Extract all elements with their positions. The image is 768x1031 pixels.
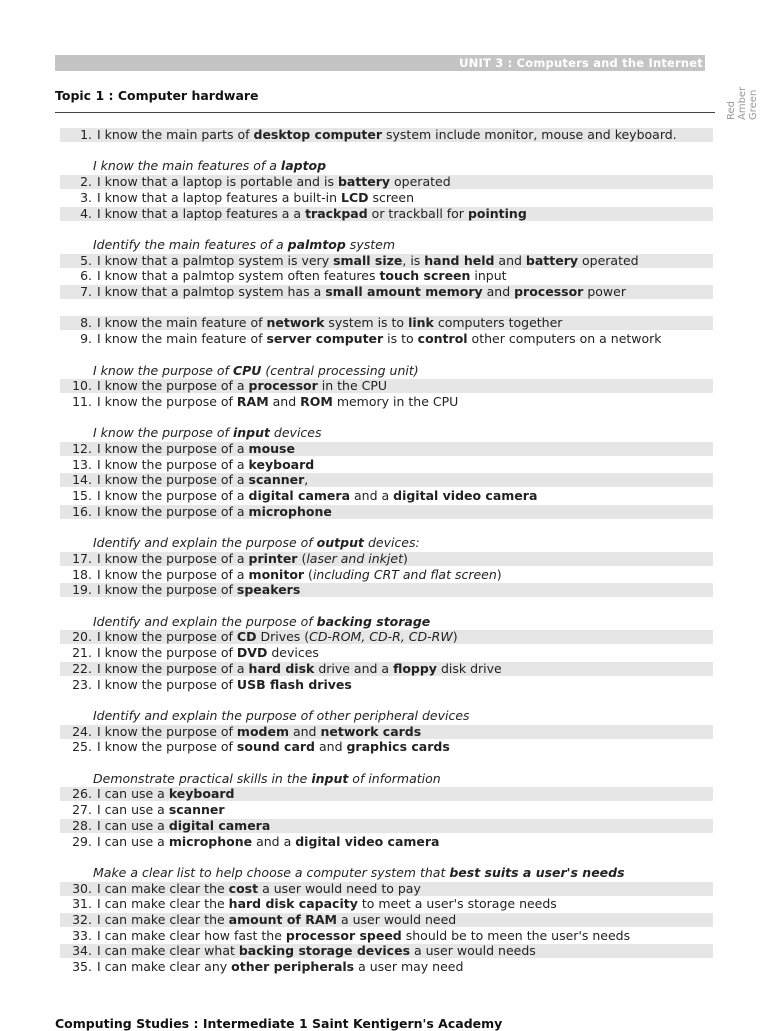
bold-text: scanner	[168, 803, 225, 818]
bold-text: processor	[514, 285, 584, 299]
checklist-item	[60, 269, 713, 283]
text-run: and a	[350, 489, 394, 504]
section-heading	[93, 771, 441, 786]
text-run: I know the purpose of	[96, 724, 237, 739]
bold-text: processor speed	[285, 928, 402, 943]
item-number: 34.	[72, 944, 92, 959]
bold-text: digital camera	[168, 818, 271, 833]
text-run: I know the purpose of a	[96, 473, 249, 488]
text-run: I know the purpose of a	[96, 442, 249, 456]
text-run: and	[268, 394, 301, 409]
text-run: I can make clear how fast the	[96, 928, 286, 943]
bold-text: monitor	[248, 567, 305, 582]
item-text	[92, 835, 439, 849]
item-number: 3.	[80, 190, 92, 205]
item-number: 19.	[72, 583, 92, 598]
bold-text: floppy	[393, 661, 437, 676]
text-run: computers together	[433, 316, 563, 331]
text-run: a user may need	[354, 960, 464, 975]
bold-text: mouse	[248, 442, 295, 456]
item-text	[92, 630, 458, 644]
item-number: 24.	[72, 724, 92, 739]
checklist-item	[60, 552, 713, 566]
item-number: 16.	[72, 504, 92, 519]
item-number: 21.	[72, 646, 92, 661]
checklist-item	[60, 913, 713, 927]
text-run: to meet a user's storage needs	[357, 897, 557, 912]
section-heading	[93, 865, 625, 880]
item-text	[92, 913, 456, 927]
bold-text: control	[417, 332, 468, 347]
text-run: I know the purpose of	[96, 394, 237, 409]
section-heading	[93, 614, 430, 629]
text-run: I know the purpose of a	[96, 661, 249, 676]
text-run: I know the purpose of	[96, 630, 237, 645]
item-text	[92, 395, 458, 409]
bold-text: hard disk capacity	[228, 897, 358, 912]
text-run: and	[315, 740, 347, 755]
checklist-item	[60, 882, 713, 896]
text-run: I know that a palmtop system is very	[96, 253, 334, 268]
text-run: I know the purpose of a	[96, 504, 249, 519]
bold-text: scanner	[248, 473, 305, 488]
text-run: devices:	[363, 535, 420, 551]
item-text	[92, 819, 270, 833]
text-run: operated	[578, 253, 639, 268]
bold-text: hand held	[424, 253, 495, 268]
bold-text: palmtop	[287, 236, 346, 252]
text-run: )	[402, 551, 408, 566]
item-text	[92, 207, 527, 221]
text-run: I can make clear the	[96, 881, 229, 896]
item-text	[92, 458, 314, 472]
text-run: devices	[267, 646, 319, 661]
checklist-item	[60, 944, 713, 958]
text-run: other computers on a network	[467, 332, 662, 347]
section-heading	[93, 535, 420, 550]
checklist-item	[60, 191, 713, 205]
item-text	[92, 583, 300, 597]
bold-text: USB flash drives	[236, 677, 352, 692]
item-text	[92, 191, 414, 205]
text-run: I know the purpose of	[96, 583, 237, 598]
item-text	[92, 175, 451, 189]
text-run: (	[297, 551, 307, 566]
text-run: I know that a laptop features a built-in	[96, 190, 341, 205]
item-number: 28.	[72, 818, 92, 833]
rag-red-label: Red	[726, 101, 737, 120]
checklist-item	[60, 285, 713, 299]
item-number: 9.	[80, 332, 92, 347]
text-run: is to	[383, 332, 418, 347]
text-run: I know the purpose of a	[96, 379, 249, 394]
rag-green-label: Green	[748, 89, 759, 120]
text-run: )	[452, 630, 458, 645]
bold-text: LCD	[341, 190, 369, 205]
checklist-item	[60, 316, 713, 330]
item-number: 18.	[72, 567, 92, 582]
item-text	[92, 929, 630, 943]
checklist-item	[60, 568, 713, 582]
checklist-item	[60, 332, 713, 346]
bold-text: backing storage devices	[238, 944, 411, 959]
bold-text: battery	[337, 175, 391, 190]
text-run: I know the purpose of a	[96, 457, 249, 472]
item-number: 5.	[80, 253, 92, 268]
item-number: 15.	[72, 489, 92, 504]
text-run: I know the purpose of a	[96, 551, 249, 566]
bold-text: digital video camera	[295, 834, 440, 849]
bold-text: ROM	[300, 394, 333, 409]
text-run: disk drive	[436, 661, 502, 676]
checklist-item	[60, 897, 713, 911]
checklist-item	[60, 835, 713, 849]
bold-text: other peripherals	[231, 960, 355, 975]
italic-text: laser and inkjet	[306, 551, 403, 566]
text-run: I can use a	[96, 818, 169, 833]
text-run: a user would needs	[410, 944, 536, 959]
text-run: , is	[402, 253, 425, 268]
text-run: I know the purpose of	[96, 646, 237, 661]
checklist-item	[60, 489, 713, 503]
item-number: 23.	[72, 677, 92, 692]
bold-text: modem	[236, 724, 289, 739]
item-number: 22.	[72, 661, 92, 676]
item-text	[92, 960, 463, 974]
bold-text: microphone	[168, 834, 253, 849]
bold-text: laptop	[280, 158, 327, 174]
bold-text: keyboard	[168, 787, 235, 802]
text-run: and	[289, 724, 321, 739]
checklist-item	[60, 395, 713, 409]
text-run: Identify and explain the purpose of	[93, 613, 317, 629]
bold-text: processor	[248, 379, 318, 394]
item-text	[92, 473, 308, 487]
item-number: 27.	[72, 803, 92, 818]
checklist-item	[60, 254, 713, 268]
bold-text: small amount memory	[325, 285, 483, 299]
item-number: 32.	[72, 913, 92, 927]
bold-text: digital video camera	[393, 489, 538, 504]
bold-text: amount of RAM	[228, 913, 337, 927]
italic-text: CD-ROM, CD-R, CD-RW	[309, 630, 453, 645]
text-run: I can make clear the	[96, 913, 229, 927]
text-run: (central processing unit)	[261, 362, 419, 378]
section-heading	[93, 425, 322, 440]
section-heading	[93, 237, 395, 252]
bold-text: input	[311, 770, 349, 786]
bold-text: speakers	[236, 583, 301, 598]
text-run: screen	[368, 190, 415, 205]
item-text	[92, 882, 421, 896]
checklist-item	[60, 678, 713, 692]
item-number: 26.	[72, 787, 92, 802]
item-number: 35.	[72, 960, 92, 975]
item-text	[92, 128, 677, 142]
bold-text: CD	[236, 630, 257, 645]
item-number: 6.	[80, 269, 92, 284]
bold-text: RAM	[236, 394, 269, 409]
section-heading	[93, 158, 326, 173]
text-run: I know the main feature of	[96, 316, 267, 331]
text-run: input	[470, 269, 507, 284]
checklist-item	[60, 960, 713, 974]
item-text	[92, 787, 235, 801]
item-text	[92, 285, 626, 299]
text-run: I know that a laptop features a a	[96, 206, 306, 221]
bold-text: DVD	[236, 646, 268, 661]
bold-text: input	[232, 425, 270, 441]
bold-text: network	[266, 316, 325, 331]
item-text	[92, 269, 507, 283]
text-run: system is to	[324, 316, 409, 331]
item-text	[92, 489, 537, 503]
text-run: )	[496, 567, 502, 582]
item-text	[92, 254, 639, 268]
text-run: Identify and explain the purpose of	[93, 535, 317, 551]
bold-text: backing storage	[316, 613, 431, 629]
bold-text: network cards	[320, 724, 422, 739]
text-run: I can make clear the	[96, 897, 229, 912]
item-text	[92, 725, 421, 739]
checklist-item	[60, 630, 713, 644]
text-run: I can use a	[96, 803, 169, 818]
text-run: I know the main parts of	[96, 128, 254, 142]
text-run: Identify the main features of a	[93, 236, 288, 252]
item-number: 1.	[80, 128, 92, 142]
text-run: Drives (	[256, 630, 310, 645]
text-run: Make a clear list to help choose a computer system that	[93, 864, 450, 880]
text-run: a user would need	[336, 913, 457, 927]
checklist-item	[60, 128, 713, 142]
item-text	[92, 646, 319, 660]
text-run: I can make clear what	[96, 944, 239, 959]
text-run: system	[345, 236, 395, 252]
bold-text: desktop computer	[253, 128, 383, 142]
bold-text: cost	[228, 881, 259, 896]
item-text	[92, 442, 295, 456]
item-number: 4.	[80, 206, 92, 221]
bold-text: touch screen	[379, 269, 471, 284]
item-text	[92, 568, 502, 582]
checklist-item	[60, 787, 713, 801]
item-text	[92, 505, 332, 519]
text-run: in the CPU	[317, 379, 388, 394]
checklist-item	[60, 379, 713, 393]
bold-text: sound card	[236, 740, 316, 755]
bold-text: keyboard	[248, 457, 315, 472]
item-number: 14.	[72, 473, 92, 488]
item-number: 12.	[72, 442, 92, 456]
unit-banner: UNIT 3 : Computers and the Internet	[55, 55, 705, 71]
bold-text: hard disk	[248, 661, 315, 676]
rag-amber-label: Amber	[737, 86, 748, 120]
checklist-item	[60, 646, 713, 660]
checklist-item	[60, 740, 713, 754]
item-number: 33.	[72, 928, 92, 943]
text-run: power	[583, 285, 626, 299]
item-number: 29.	[72, 834, 92, 849]
item-text	[92, 552, 408, 566]
text-run: I know the purpose of	[93, 362, 233, 378]
text-run: I know the purpose of	[96, 677, 237, 692]
item-number: 17.	[72, 551, 92, 566]
item-number: 20.	[72, 630, 92, 645]
text-run: I can use a	[96, 787, 169, 802]
text-run: Demonstrate practical skills in the	[93, 770, 312, 786]
text-run: I know the purpose of a	[96, 489, 249, 504]
checklist-item	[60, 803, 713, 817]
checklist-item	[60, 473, 713, 487]
bold-text: microphone	[248, 504, 332, 519]
text-run: (	[304, 567, 313, 582]
text-run: Identify and explain the purpose of other peripheral devices	[93, 707, 470, 723]
bold-text: trackpad	[305, 206, 368, 221]
item-text	[92, 897, 557, 911]
text-run: I know the main features of a	[93, 158, 281, 174]
text-run: drive and a	[314, 661, 394, 676]
checklist-item	[60, 442, 713, 456]
item-number: 11.	[72, 394, 92, 409]
text-run: I know the purpose of a	[96, 567, 249, 582]
item-number: 31.	[72, 897, 92, 912]
item-text	[92, 316, 562, 330]
topic-divider	[55, 112, 715, 113]
checklist-item	[60, 662, 713, 676]
text-run: I know that a laptop is portable and is	[96, 175, 338, 190]
rag-column-headers	[724, 84, 768, 130]
text-run: and	[482, 285, 515, 299]
checklist-item	[60, 458, 713, 472]
text-run: system include monitor, mouse and keyboard.	[382, 128, 677, 142]
text-run: and a	[252, 834, 296, 849]
item-text	[92, 740, 450, 754]
italic-text: including CRT and flat screen	[312, 567, 497, 582]
bold-text: server computer	[266, 332, 384, 347]
item-number: 8.	[80, 316, 92, 331]
checklist-item	[60, 583, 713, 597]
item-text	[92, 332, 662, 346]
text-run: operated	[390, 175, 451, 190]
item-text	[92, 803, 225, 817]
checklist-item	[60, 175, 713, 189]
text-run: I know that a palmtop system has a	[96, 285, 326, 299]
item-text	[92, 944, 536, 958]
bold-text: best suits a user's needs	[449, 864, 625, 880]
text-run: I can use a	[96, 834, 169, 849]
text-run: I know the main feature of	[96, 332, 267, 347]
page-footer: Computing Studies : Intermediate 1 Saint Kentigern's Academy	[55, 1016, 503, 1031]
bold-text: small size	[333, 253, 403, 268]
checklist-item	[60, 725, 713, 739]
bold-text: CPU	[232, 362, 262, 378]
item-text	[92, 379, 387, 393]
item-text	[92, 678, 352, 692]
text-run: ,	[304, 473, 309, 488]
bold-text: digital camera	[248, 489, 351, 504]
text-run: should be to meen the user's needs	[401, 928, 631, 943]
text-run: I know that a palmtop system often features	[96, 269, 380, 284]
checklist-item	[60, 207, 713, 221]
text-run: and	[494, 253, 526, 268]
checklist-item	[60, 929, 713, 943]
text-run: memory in the CPU	[332, 394, 459, 409]
checklist-item	[60, 505, 713, 519]
topic-title: Topic 1 : Computer hardware	[55, 88, 259, 103]
item-number: 7.	[80, 285, 92, 299]
bold-text: pointing	[467, 206, 527, 221]
text-run: a user would need to pay	[258, 881, 421, 896]
text-run: I can make clear any	[96, 960, 232, 975]
text-run: I know the purpose of	[96, 740, 237, 755]
text-run: devices	[269, 425, 322, 441]
item-number: 13.	[72, 457, 92, 472]
bold-text: battery	[525, 253, 579, 268]
item-text	[92, 662, 502, 676]
section-heading	[93, 708, 470, 723]
text-run: I know the purpose of	[93, 425, 233, 441]
bold-text: output	[316, 535, 364, 551]
item-number: 10.	[72, 379, 92, 394]
checklist-item	[60, 819, 713, 833]
item-number: 25.	[72, 740, 92, 755]
section-heading	[93, 363, 419, 378]
item-number: 2.	[80, 175, 92, 190]
bold-text: printer	[248, 551, 298, 566]
item-number: 30.	[72, 881, 92, 896]
bold-text: graphics cards	[346, 740, 450, 755]
bold-text: link	[408, 316, 434, 331]
text-run: or trackball for	[367, 206, 468, 221]
text-run: of information	[348, 770, 441, 786]
